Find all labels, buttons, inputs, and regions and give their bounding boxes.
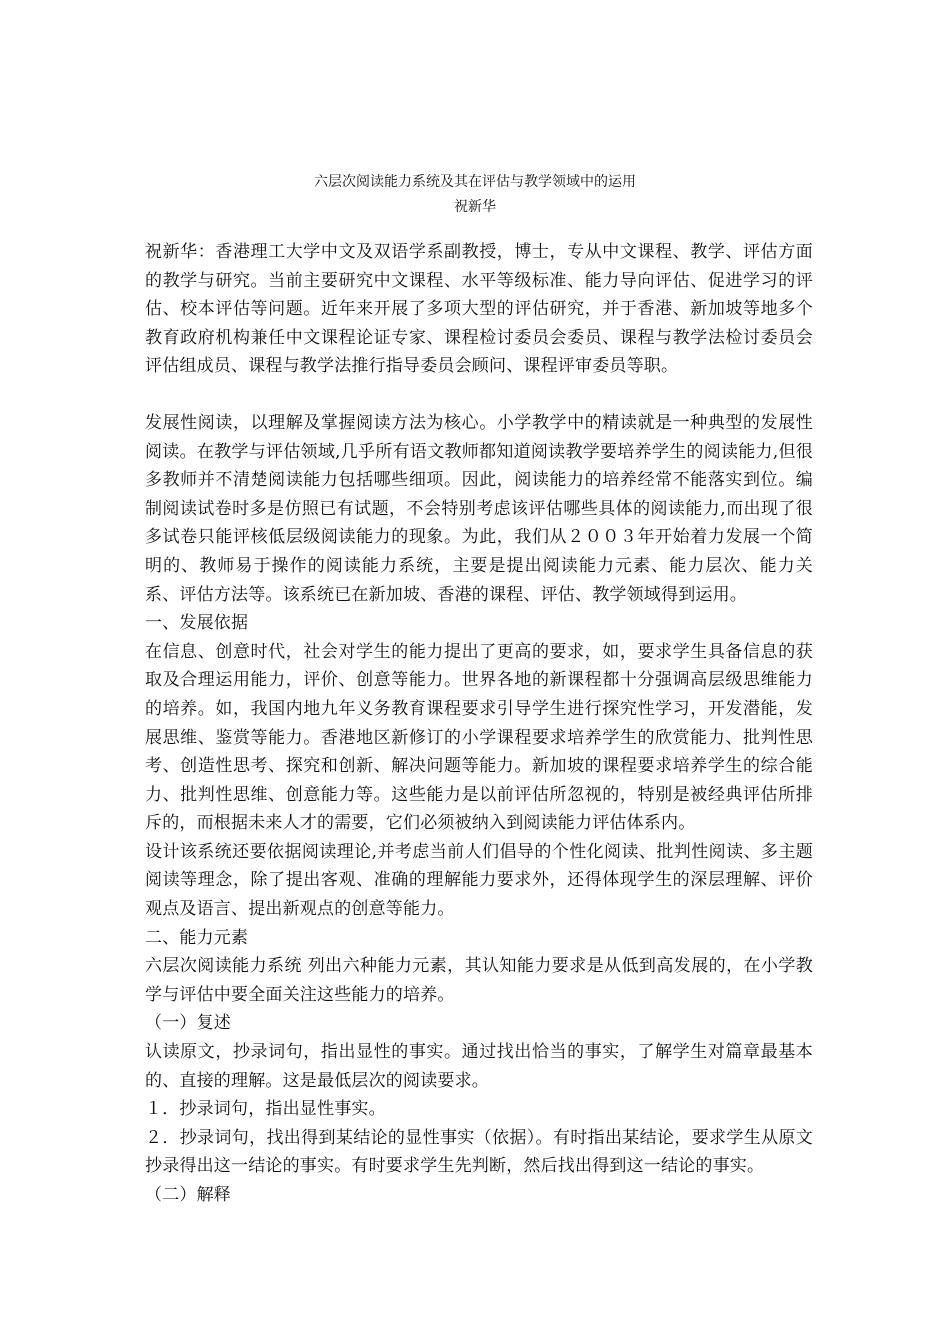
document-title: 六层次阅读能力系统及其在评估与教学领域中的运用 xyxy=(314,174,636,190)
retell-item-2: ２．抄录词句，找出得到某结论的显性事实（依据）。有时指出某结论，要求学生从原文抄录得出这一结论的事实。有时要求学生先判断，然后找出得到这一结论的事实。 xyxy=(145,1127,813,1177)
paragraph-gap xyxy=(145,381,813,409)
basis-paragraph-1: 在信息、创意时代，社会对学生的能力提出了更高的要求，如，要求学生具备信息的获取及合理运用能力，评价、创意等能力。世界各地的新课程都十分强调高层级思维能力的培养。如，我国内地九年义务教育课程要求引导学生进行探究性学习，开发潜能，发展思维、鉴赏等能力。香港地区新修订的小学课程要求培养学生的欣赏能力、批判性思考、创造性思考、探究和创新、解决问题等能力。新加坡的课程要求培养学生的综合能力、批判性思维、创意能力等。这些能力是以前评估所忽视的，特别是被经典评估所排斥的，而根据未来人才的需要，它们必须被纳入到阅读能力评估体系内。 xyxy=(145,641,813,834)
document-body xyxy=(145,238,813,1210)
subheading-explain: （二）解释 xyxy=(145,1185,231,1205)
basis-paragraph-2: 设计该系统还要依据阅读理论,并考虑当前人们倡导的个性化阅读、批判性阅读、多主题阅读等理念，除了提出客观、准确的理解能力要求外，还得体现学生的深层理解、评价观点及语言、提出新观点的创意等能力。 xyxy=(145,841,813,920)
elements-paragraph: 六层次阅读能力系统 列出六种能力元素，其认知能力要求是从低到高发展的，在小学教学与评估中要全面关注这些能力的培养。 xyxy=(145,956,813,1005)
intro-paragraph: 发展性阅读，以理解及掌握阅读方法为核心。小学教学中的精读就是一种典型的发展性阅读。在教学与评估领域,几乎所有语文教师都知道阅读教学要培养学生的阅读能力,但很多教师并不清楚阅读能力包括哪些细项。因此，阅读能力的培养经常不能落实到位。编制阅读试卷时多是仿照已有试题，不会特别考虑该评估哪些具体的阅读能力,而出现了很多试卷只能评核低层级阅读能力的现象。为此，我们从２００３年开始着力发展一个简明的、教师易于操作的阅读能力系统，主要是提出阅读能力元素、能力层次、能力关系、评估方法等。该系统已在新加坡、香港的课程、评估、教学领域得到运用。 xyxy=(145,412,813,605)
retell-paragraph: 认读原文，抄录词句，指出显性的事实。通过找出恰当的事实，了解学生对篇章最基本的、直接的理解。这是最低层次的阅读要求。 xyxy=(145,1042,813,1091)
title-block xyxy=(0,170,950,220)
subheading-retell: （一）复述 xyxy=(145,1013,231,1034)
retell-item-1: １．抄录词句，指出显性事实。 xyxy=(145,1099,386,1120)
document-author: 祝新华 xyxy=(454,199,496,215)
author-bio-paragraph: 祝新华：香港理工大学中文及双语学系副教授，博士，专从中文课程、教学、评估方面的教学与研究。当前主要研究中文课程、水平等级标准、能力导向评估、促进学习的评估、校本评估等问题。近年来开展了多项大型的评估研究，并于香港、新加坡等地多个教育政府机构兼任中文课程论证专家、课程检讨委员会委员、课程与教学法检讨委员会评估组成员、课程与教学法推行指导委员会顾问、课程评审委员等职。 xyxy=(145,242,813,377)
section-heading-basis: 一、发展依据 xyxy=(145,613,249,634)
section-heading-elements: 二、能力元素 xyxy=(145,927,249,948)
